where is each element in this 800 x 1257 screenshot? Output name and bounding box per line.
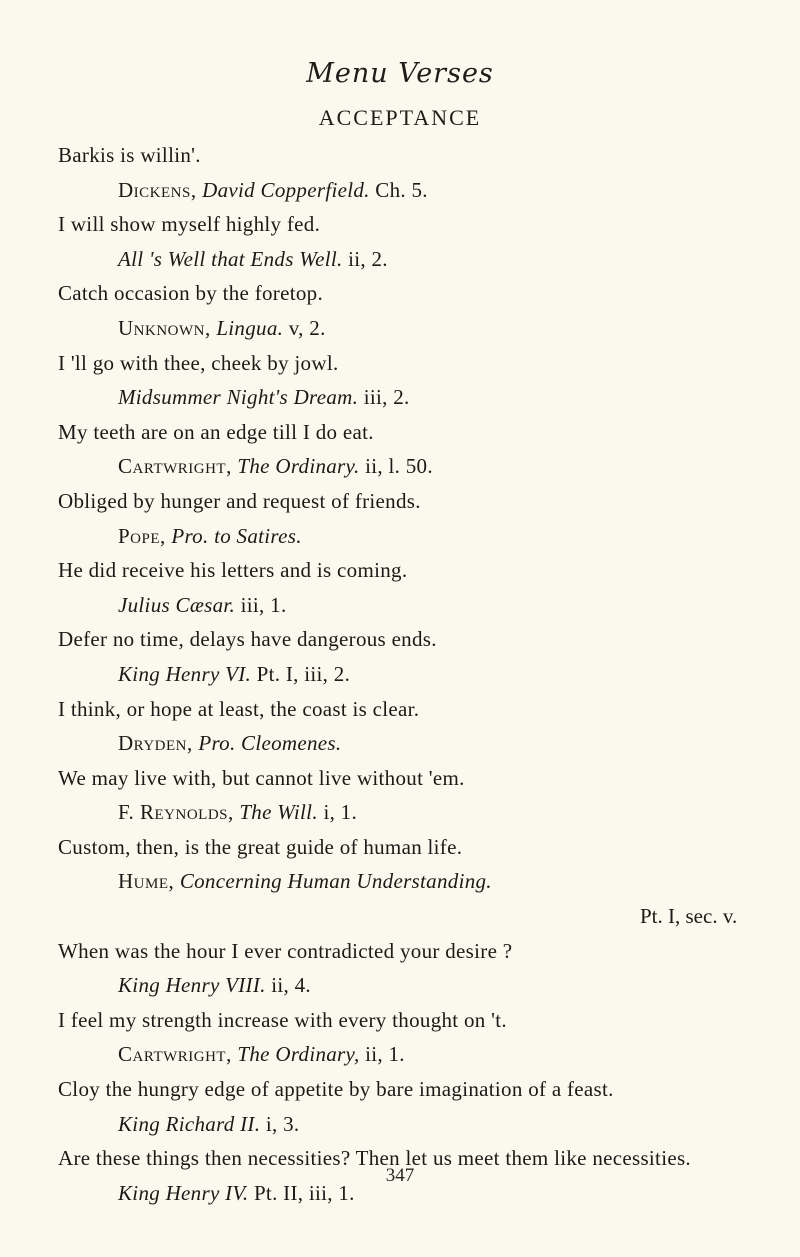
quotation-entry bbox=[58, 553, 766, 622]
quotation-entry bbox=[58, 276, 766, 345]
citation-author: Cartwright, bbox=[118, 1042, 232, 1067]
quotation-text: I feel my strength increase with every thought on 't. bbox=[58, 1007, 507, 1032]
citation bbox=[58, 588, 766, 623]
citation-work: King Henry VIII. bbox=[118, 973, 266, 998]
citation-reference: i, 3. bbox=[265, 1111, 300, 1136]
citation bbox=[58, 519, 766, 554]
quotation-text: Custom, then, is the great guide of human life. bbox=[58, 834, 463, 859]
page-number: 347 bbox=[385, 1165, 415, 1186]
citation-work: King Henry VI. bbox=[118, 661, 252, 686]
quotation-entry bbox=[58, 415, 766, 484]
citation bbox=[58, 864, 766, 899]
citation bbox=[58, 242, 766, 277]
citation-author: F. Reynolds, bbox=[118, 800, 234, 825]
quotation-text: Are these things then necessities? Then let us meet them like necessities. bbox=[58, 1146, 691, 1171]
citation bbox=[58, 726, 766, 761]
quotation-list bbox=[58, 138, 766, 1210]
running-head: Menu Verses bbox=[306, 58, 494, 89]
citation-work: The Will. bbox=[239, 800, 318, 825]
citation-work: Pro. to Satires. bbox=[171, 523, 302, 548]
citation-author: Dickens, bbox=[118, 177, 197, 202]
citation-work: Concerning Human Understanding. bbox=[179, 869, 492, 894]
citation-reference: Pt. II, iii, 1. bbox=[253, 1180, 355, 1205]
citation-reference: iii, 2. bbox=[363, 385, 410, 410]
citation-author: Cartwright, bbox=[118, 454, 232, 479]
citation-work: David Copperfield. bbox=[202, 177, 370, 202]
citation bbox=[58, 380, 766, 415]
citation-reference: ii, 2. bbox=[348, 246, 388, 271]
citation-reference: v, 2. bbox=[288, 315, 326, 340]
quotation-text: I 'll go with thee, cheek by jowl. bbox=[58, 350, 339, 375]
quotation-text: When was the hour I ever contradicted your desire ? bbox=[58, 938, 513, 963]
citation-reference: ii, 4. bbox=[271, 973, 311, 998]
citation-work: Pro. Cleomenes. bbox=[198, 731, 342, 756]
citation-work: King Henry IV. bbox=[118, 1180, 249, 1205]
section-title: ACCEPTANCE bbox=[318, 105, 482, 130]
citation bbox=[58, 173, 766, 208]
citation-reference: ii, l. 50. bbox=[365, 454, 433, 479]
citation-work: All 's Well that Ends Well. bbox=[118, 246, 343, 271]
quotation-text: Barkis is willin'. bbox=[58, 143, 201, 167]
quotation-text: I will show myself highly fed. bbox=[58, 212, 321, 237]
quotation-entry bbox=[58, 346, 766, 415]
quotation-entry bbox=[58, 207, 766, 276]
citation-work: The Ordinary, bbox=[237, 1042, 360, 1067]
citation bbox=[58, 449, 766, 484]
citation-author: Dryden, bbox=[118, 731, 193, 756]
citation bbox=[58, 1037, 766, 1072]
quotation-entry bbox=[58, 761, 766, 830]
citation-reference: ii, 1. bbox=[365, 1042, 405, 1067]
citation-author: Pope, bbox=[118, 523, 166, 548]
quotation-entry bbox=[58, 692, 766, 761]
quotation-entry bbox=[58, 622, 766, 691]
citation-work: King Richard II. bbox=[118, 1111, 261, 1136]
quotation-text: Cloy the hungry edge of appetite by bare imagination of a feast. bbox=[58, 1077, 614, 1102]
quotation-entry bbox=[58, 484, 766, 553]
quotation-entry bbox=[58, 1003, 766, 1072]
citation-work: Midsummer Night's Dream. bbox=[118, 385, 359, 410]
citation bbox=[58, 1107, 766, 1142]
citation-reference: Ch. 5. bbox=[375, 177, 428, 202]
citation-work: The Ordinary. bbox=[237, 454, 360, 479]
quotation-text: My teeth are on an edge till I do eat. bbox=[58, 419, 374, 444]
citation-reference: i, 1. bbox=[323, 800, 358, 825]
quotation-text: Obliged by hunger and request of friends. bbox=[58, 488, 421, 513]
citation bbox=[58, 795, 766, 830]
citation-reference: iii, 1. bbox=[240, 592, 287, 617]
quotation-entry bbox=[58, 1072, 766, 1141]
citation bbox=[58, 968, 766, 1003]
quotation-text: He did receive his letters and is coming. bbox=[58, 558, 408, 583]
citation bbox=[58, 657, 766, 692]
citation-work: Julius Cæsar. bbox=[118, 592, 236, 617]
citation-reference: Pt. I, iii, 2. bbox=[256, 661, 351, 686]
citation-author: Unknown, bbox=[118, 315, 211, 340]
citation-work: Lingua. bbox=[216, 315, 284, 340]
quotation-text: We may live with, but cannot live without 'em. bbox=[58, 765, 465, 790]
quotation-text: Catch occasion by the foretop. bbox=[58, 281, 323, 306]
quotation-entry bbox=[58, 138, 766, 207]
quotation-text: I think, or hope at least, the coast is clear. bbox=[58, 696, 420, 721]
quotation-entry bbox=[58, 830, 766, 934]
quotation-text: Defer no time, delays have dangerous ends. bbox=[58, 627, 437, 652]
citation-author: Hume, bbox=[118, 869, 175, 894]
quotation-entry bbox=[58, 934, 766, 1003]
citation bbox=[58, 311, 766, 346]
citation-reference: Pt. I, sec. v. bbox=[640, 904, 738, 929]
